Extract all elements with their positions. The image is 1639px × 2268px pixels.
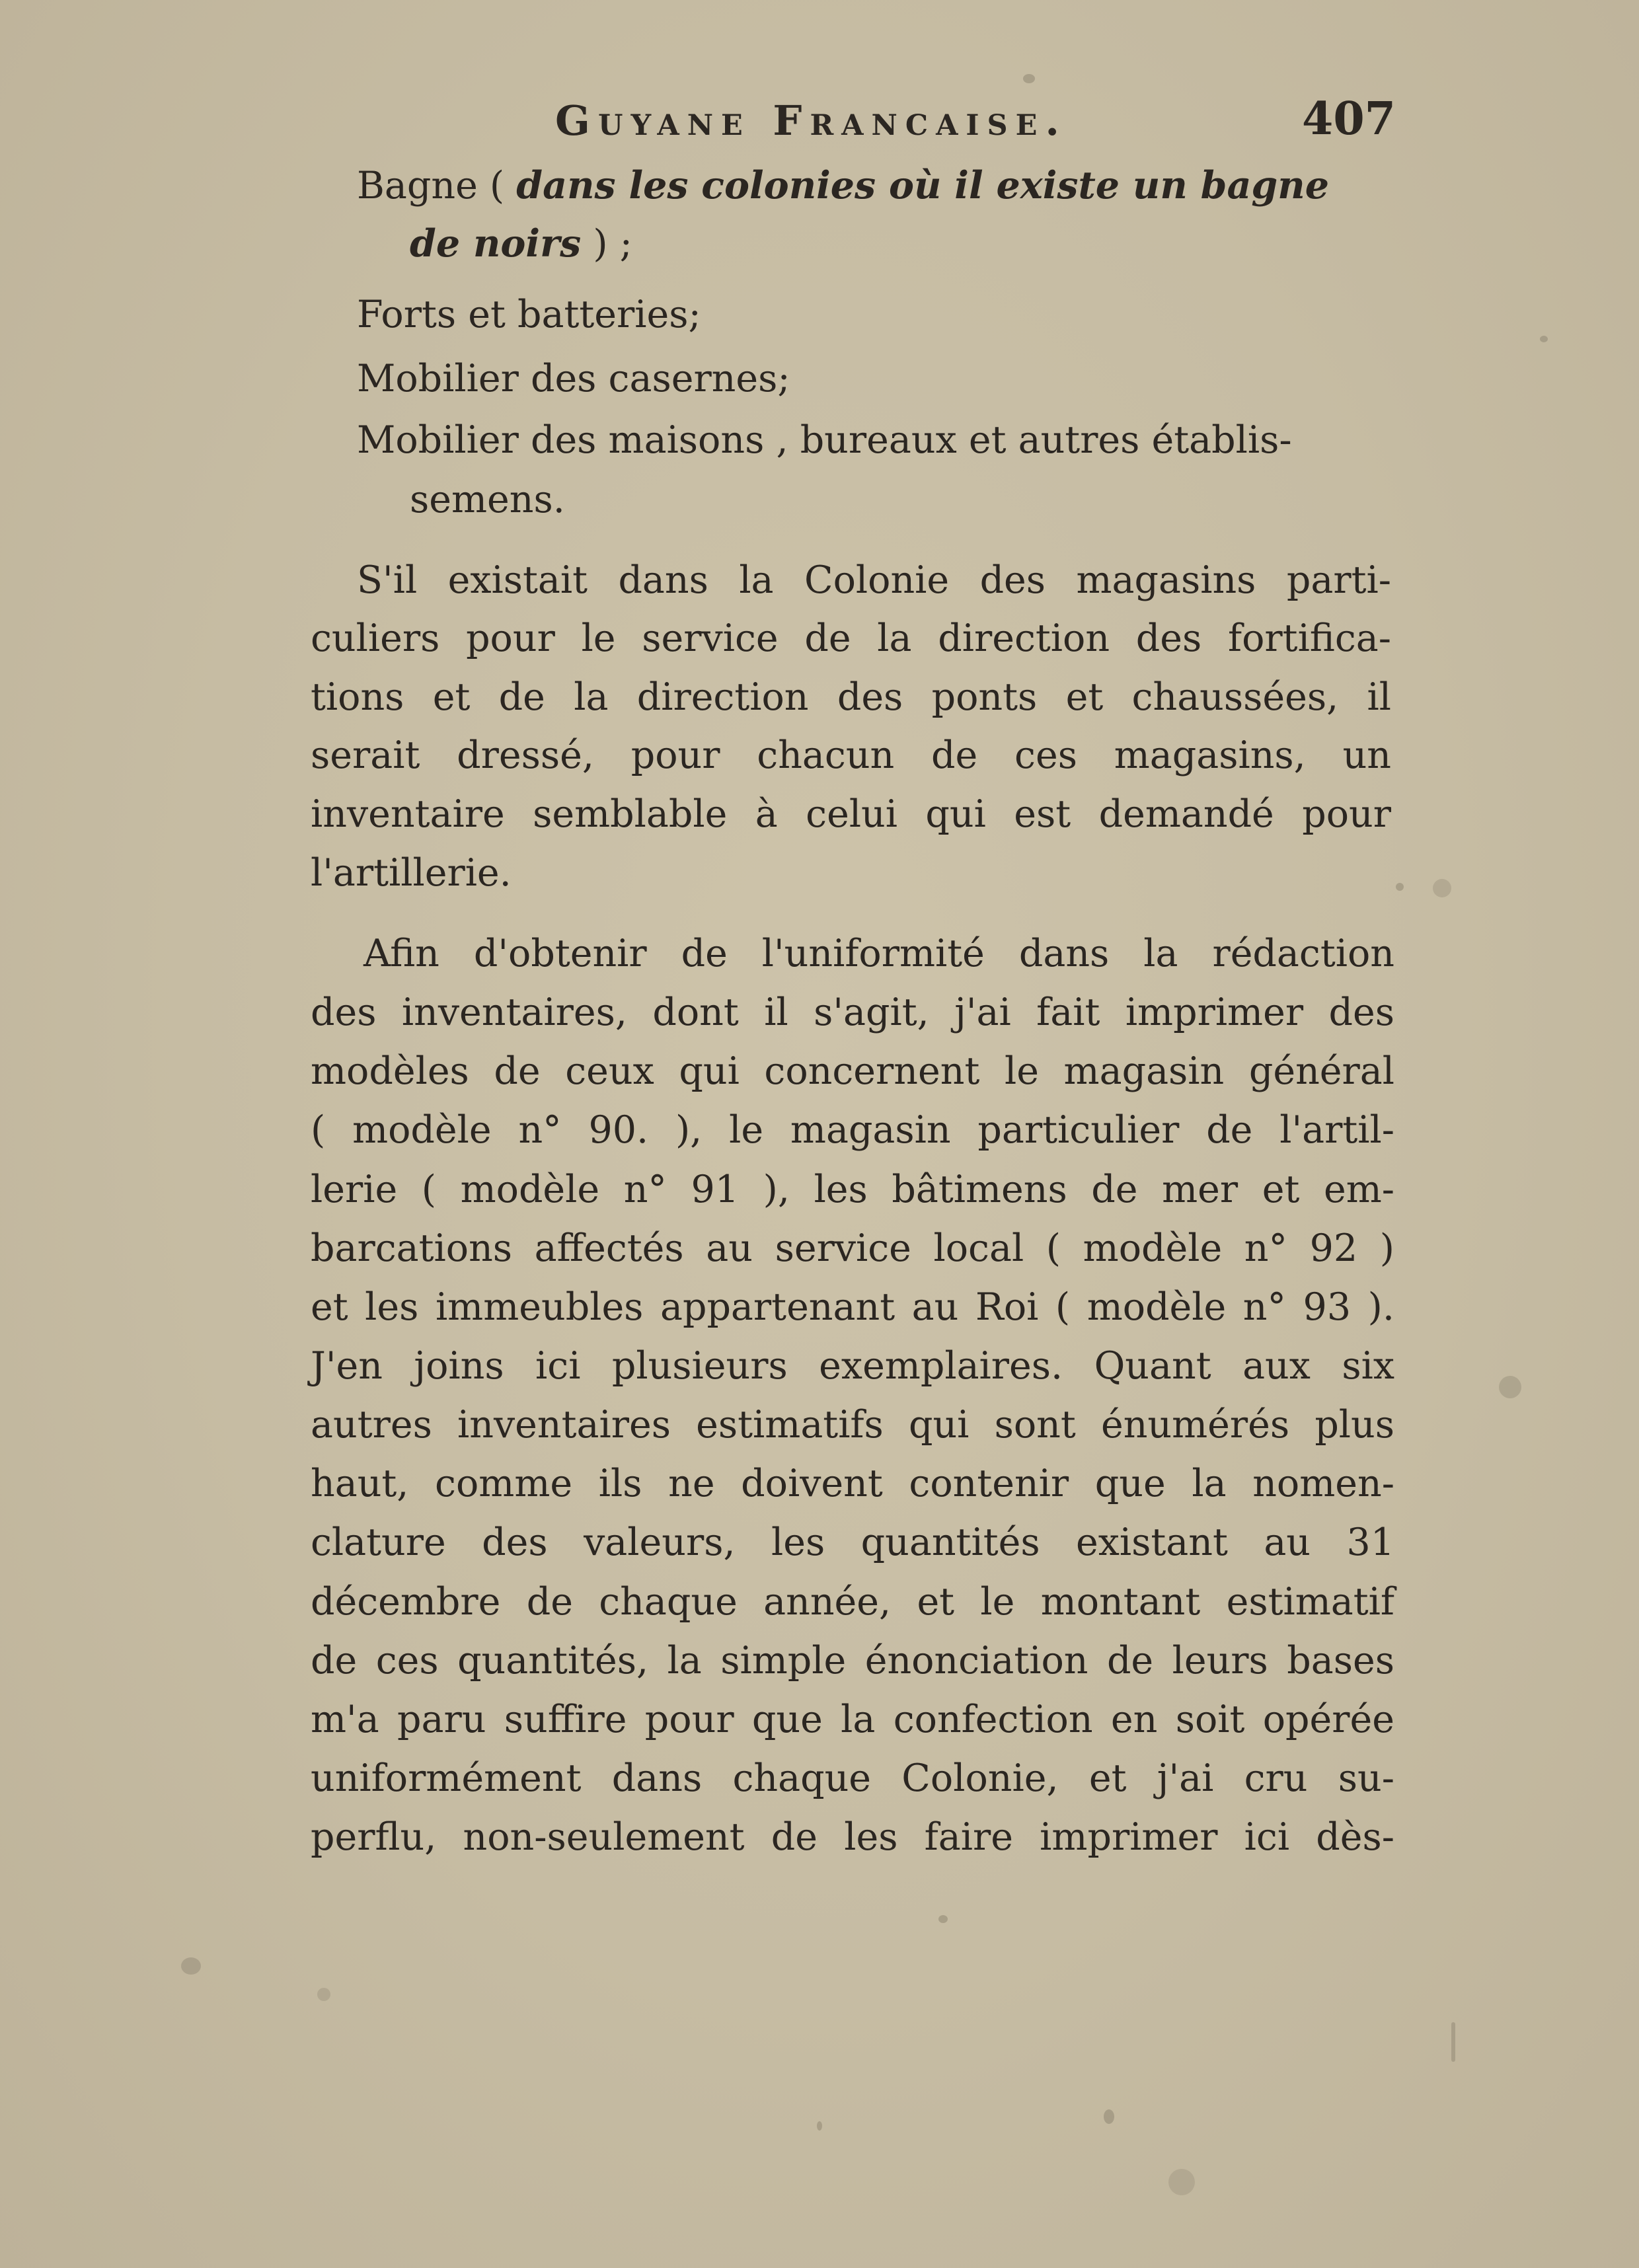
paragraph-2-line: lerie ( modèle n° 91 ), les bâtimens de mer et em- [311, 1168, 1394, 1211]
paragraph-2-line: décembre de chaque année, et le montant estimatif [311, 1580, 1394, 1624]
paragraph-2-line: J'en joins ici plusieurs exemplaires. Quant aux six [311, 1344, 1394, 1388]
paragraph-2-line: de ces quantités, la simple énonciation de leurs bases [311, 1639, 1394, 1682]
paragraph-2-line: clature des valeurs, les quantités existant au 31 [311, 1521, 1394, 1564]
list-item-text: Bagne ( [357, 164, 517, 208]
paragraph-1-line: S'il existait dans la Colonie des magasins parti- [357, 558, 1391, 602]
paragraph-2-line: modèles de ceux qui concernent le magasin général [311, 1049, 1394, 1093]
list-item-casernes: Mobilier des casernes; [357, 357, 790, 400]
list-item-text: ) ; [581, 222, 632, 266]
list-item-italic: dans les colonies où il existe un bagne [516, 163, 1329, 208]
paragraph-2-line: barcations affectés au service local ( modèle n° 92 ) [311, 1227, 1394, 1270]
list-item-forts: Forts et batteries; [357, 293, 701, 336]
paragraph-2-line: ( modèle n° 90. ), le magasin particulier de l'artil- [311, 1108, 1394, 1152]
paragraph-1-line: l'artillerie. [311, 851, 512, 895]
paragraph-2-line: des inventaires, dont il s'agit, j'ai fait imprimer des [311, 991, 1394, 1034]
paragraph-2-line: autres inventaires estimatifs qui sont énumérés plus [311, 1403, 1394, 1447]
paragraph-1-line: serait dressé, pour chacun de ces magasins, un [311, 734, 1391, 777]
paragraph-2-line: haut, comme ils ne doivent contenir que la nomen- [311, 1462, 1394, 1505]
running-title: Guyane Francaise. [555, 96, 1067, 145]
paragraph-2-line: perflu, non-seulement de les faire imprimer ici dès- [311, 1815, 1394, 1859]
list-item-bagne-line2 [410, 221, 632, 266]
list-item-bagne-line1 [357, 163, 1329, 208]
list-item-maisons-line2: semens. [410, 478, 565, 521]
list-item-maisons-line1: Mobilier des maisons , bureaux et autres établis- [357, 418, 1292, 462]
paragraph-1-line: inventaire semblable à celui qui est demandé pour [311, 792, 1391, 836]
paragraph-1-line: tions et de la direction des ponts et chaussées, il [311, 675, 1391, 719]
paragraph-2-line: uniformément dans chaque Colonie, et j'ai cru su- [311, 1757, 1394, 1800]
page-number: 407 [1302, 93, 1396, 145]
paragraph-2-line: m'a paru suffire pour que la confection en soit opérée [311, 1698, 1394, 1741]
paragraph-1-line: culiers pour le service de la direction des fortifica- [311, 617, 1391, 660]
paragraph-2-line: Afin d'obtenir de l'uniformité dans la rédaction [363, 932, 1394, 975]
paragraph-2-line: et les immeubles appartenant au Roi ( modèle n° 93 ). [311, 1285, 1394, 1329]
list-item-italic: de noirs [410, 221, 582, 266]
